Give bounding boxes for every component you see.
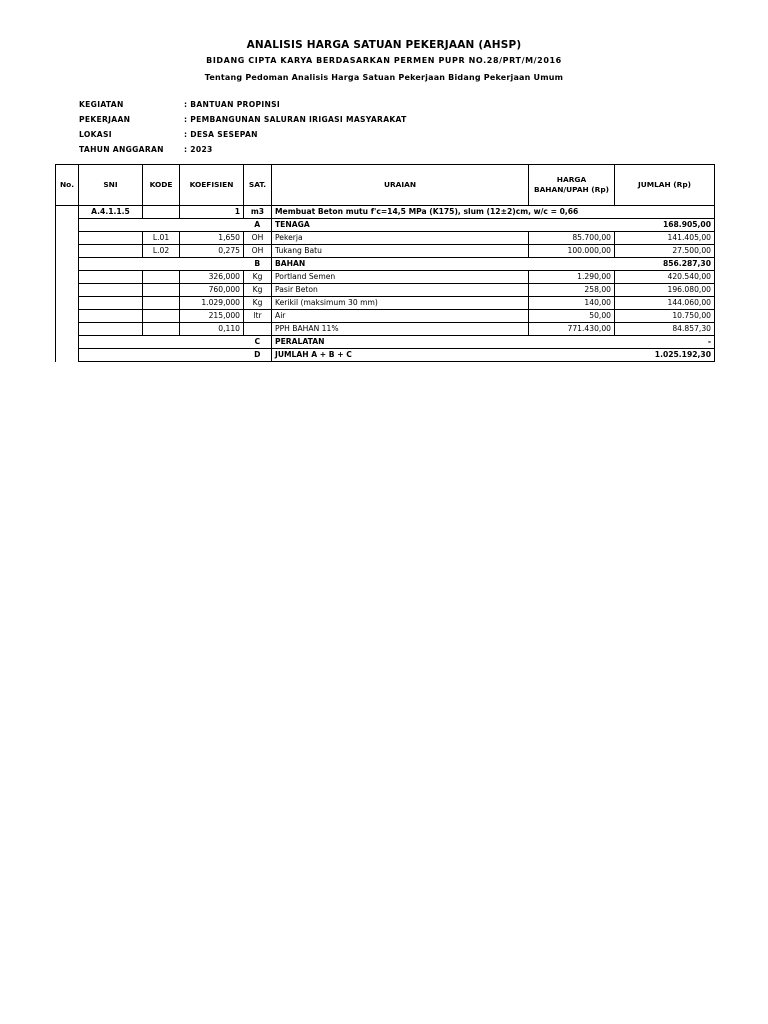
sat-cell: Kg (244, 271, 272, 284)
info-value: : 2023 (184, 145, 213, 154)
uraian-cell: Tukang Batu (272, 245, 529, 258)
koef-cell: 1.029,000 (180, 297, 244, 310)
harga-cell: 140,00 (529, 297, 615, 310)
info-label: TAHUN ANGGARAN (79, 145, 164, 154)
koef-cell: 326,000 (180, 271, 244, 284)
sat-cell: Kg (244, 284, 272, 297)
uraian-cell: PPH BAHAN 11% (272, 323, 529, 336)
harga-cell: 85.700,00 (529, 232, 615, 245)
harga-cell: 771.430,00 (529, 323, 615, 336)
info-row-lokasi (79, 129, 407, 144)
jumlah-cell: 84.857,30 (615, 323, 715, 336)
info-value: : BANTUAN PROPINSI (184, 100, 280, 109)
sat-cell: Kg (244, 297, 272, 310)
document-subtitle: BIDANG CIPTA KARYA BERDASARKAN PERMEN PUPR NO.28/PRT/M/2016 (206, 56, 562, 65)
col-header-harga: HARGA BAHAN/UPAH (Rp) (529, 165, 615, 206)
jumlah-cell: 420.540,00 (615, 271, 715, 284)
uraian-cell: Pasir Beton (272, 284, 529, 297)
jumlah-cell: 141.405,00 (615, 232, 715, 245)
col-header-uraian: URAIAN (272, 165, 529, 206)
jumlah-cell: 27.500,00 (615, 245, 715, 258)
section-row-peralatan (56, 336, 715, 349)
jumlah-cell: 144.060,00 (615, 297, 715, 310)
table-row (56, 232, 715, 245)
harga-cell: 1.290,00 (529, 271, 615, 284)
item-row (56, 206, 715, 219)
document-about: Tentang Pedoman Analisis Harga Satuan Pekerjaan Bidang Pekerjaan Umum (204, 73, 564, 82)
col-header-koefisien: KOEFISIEN (180, 165, 244, 206)
section-row-bahan (56, 258, 715, 271)
item-kode (143, 206, 180, 219)
table-row (56, 323, 715, 336)
kode-cell: L.01 (143, 232, 180, 245)
section-row-tenaga (56, 219, 715, 232)
section-total: - (615, 336, 715, 349)
table-header-row (56, 165, 715, 206)
jumlah-cell: 196.080,00 (615, 284, 715, 297)
info-label: KEGIATAN (79, 100, 124, 109)
info-value: : DESA SESEPAN (184, 130, 258, 139)
info-label: LOKASI (79, 130, 112, 139)
info-row-kegiatan (79, 99, 407, 114)
sat-cell (244, 323, 272, 336)
col-header-kode: KODE (143, 165, 180, 206)
table-row (56, 284, 715, 297)
section-letter: B (244, 258, 272, 271)
table-row (56, 271, 715, 284)
table-row (56, 310, 715, 323)
table-row (56, 297, 715, 310)
koef-cell: 215,000 (180, 310, 244, 323)
section-row-jumlah (56, 349, 715, 362)
no-cell (56, 206, 79, 362)
item-koefisien: 1 (180, 206, 244, 219)
koef-cell: 760,000 (180, 284, 244, 297)
section-total: 168.905,00 (615, 219, 715, 232)
info-value: : PEMBANGUNAN SALURAN IRIGASI MASYARAKAT (184, 115, 407, 124)
col-header-sni: SNI (79, 165, 143, 206)
harga-cell: 258,00 (529, 284, 615, 297)
document-title: ANALISIS HARGA SATUAN PEKERJAAN (AHSP) (246, 39, 522, 51)
info-row-pekerjaan (79, 114, 407, 129)
section-label: PERALATAN (272, 336, 615, 349)
section-label: JUMLAH A + B + C (272, 349, 615, 362)
section-letter: A (244, 219, 272, 232)
harga-cell: 100.000,00 (529, 245, 615, 258)
table-row (56, 245, 715, 258)
info-row-tahun (79, 144, 407, 159)
ahsp-table (55, 164, 715, 362)
item-jumlah (615, 206, 715, 219)
koef-cell: 1,650 (180, 232, 244, 245)
item-sni: A.4.1.1.5 (79, 206, 143, 219)
koef-cell: 0,275 (180, 245, 244, 258)
section-total: 856.287,30 (615, 258, 715, 271)
sat-cell: OH (244, 232, 272, 245)
section-letter: C (244, 336, 272, 349)
uraian-cell: Portland Semen (272, 271, 529, 284)
section-letter: D (244, 349, 272, 362)
kode-cell: L.02 (143, 245, 180, 258)
info-label: PEKERJAAN (79, 115, 131, 124)
sat-cell: OH (244, 245, 272, 258)
col-header-sat: SAT. (244, 165, 272, 206)
project-info (79, 99, 407, 159)
section-label: TENAGA (272, 219, 615, 232)
section-label: BAHAN (272, 258, 615, 271)
harga-cell: 50,00 (529, 310, 615, 323)
uraian-cell: Air (272, 310, 529, 323)
koef-cell: 0,110 (180, 323, 244, 336)
jumlah-cell: 10.750,00 (615, 310, 715, 323)
item-sat: m3 (244, 206, 272, 219)
col-header-no: No. (56, 165, 79, 206)
uraian-cell: Kerikil (maksimum 30 mm) (272, 297, 529, 310)
col-header-jumlah: JUMLAH (Rp) (615, 165, 715, 206)
grand-total: 1.025.192,30 (615, 349, 715, 362)
sat-cell: ltr (244, 310, 272, 323)
uraian-cell: Pekerja (272, 232, 529, 245)
item-uraian: Membuat Beton mutu f'c=14,5 MPa (K175), slum (12±2)cm, w/c = 0,66 (272, 206, 615, 219)
